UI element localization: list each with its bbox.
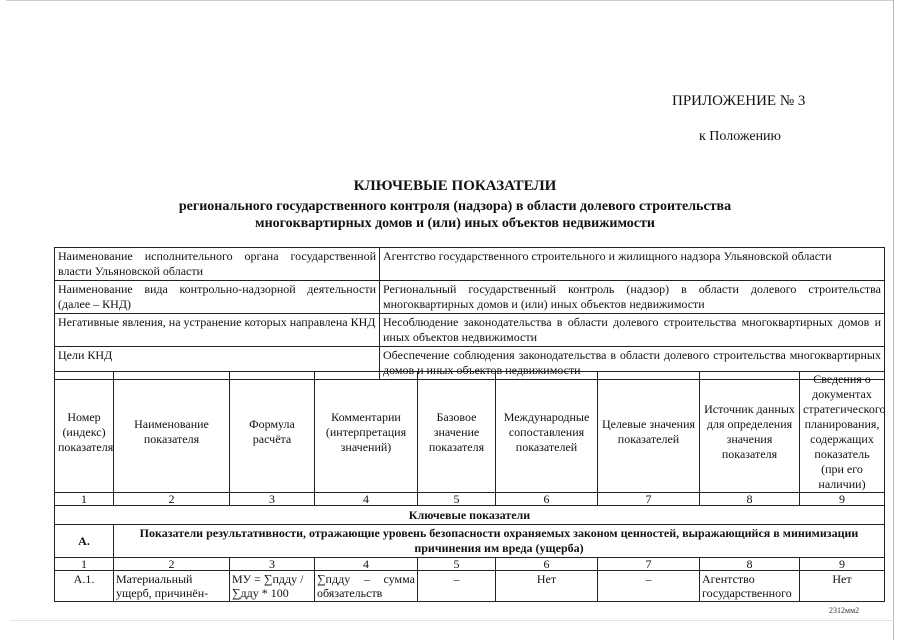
table-row [55,571,885,602]
column-number: 9 [800,493,885,506]
indicator-target: – [598,571,700,602]
info-value: Несоблюдение законодательства в области долевого строительства многоквартирных домов и иных объектов недвижимости [380,314,885,347]
column-number: 5 [418,493,496,506]
scan-edge-line [10,620,894,621]
column-number: 6 [496,558,598,571]
section-title-row [55,506,885,525]
page-top-edge [6,0,893,1]
page-right-edge [893,0,894,640]
indicator-international: Нет [496,571,598,602]
indicator-name: Материальный ущерб, причинён- [114,571,230,602]
column-number: 6 [496,493,598,506]
column-number: 8 [700,493,800,506]
column-header: Комментарии (интерпретация значений) [315,372,418,493]
column-header: Наименование показателя [114,372,230,493]
document-subtitle-line-1: регионального государственного контроля (надзора) в области долевого строительства [178,199,732,214]
column-header: Номер (индекс) показателя [55,372,114,493]
column-number-row [55,493,885,506]
column-header: Формула расчёта [230,372,315,493]
column-number: 7 [598,493,700,506]
indicator-formula: МУ = ∑пддy / ∑дду * 100 [230,571,315,602]
table-header-row [55,372,885,493]
column-number: 9 [800,558,885,571]
group-number-row [55,558,885,571]
column-header: Целевые значения показателей [598,372,700,493]
regulation-reference: к Положению [699,129,782,144]
column-number: 7 [598,558,700,571]
info-table [54,247,885,380]
column-header: Международные сопоставления показателей [496,372,598,493]
info-value: Региональный государственный контроль (надзор) в области долевого строительства многоквартирных домов и (или) иных объектов недвижимости [380,281,885,314]
column-number: 5 [418,558,496,571]
info-label: Наименование исполнительного органа государственной власти Ульяновской области [55,248,380,281]
appendix-label: ПРИЛОЖЕНИЕ № 3 [672,93,806,109]
group-title: Показатели результативности, отражающие уровень безопасности охраняемых законом ценностей, выражающийся в минимизации причинения им вреда (ущерба) [114,525,885,558]
column-number: 4 [315,558,418,571]
column-number: 4 [315,493,418,506]
info-row [55,314,885,347]
column-number: 2 [114,493,230,506]
indicator-source: Агентство государственного [700,571,800,602]
info-label: Негативные явления, на устранение которых направлена КНД [55,314,380,347]
section-title: Ключевые показатели [55,506,885,525]
info-label: Цели КНД [55,347,380,380]
document-title: КЛЮЧЕВЫЕ ПОКАЗАТЕЛИ [353,178,557,194]
column-header: Базовое значение показателя [418,372,496,493]
document-subtitle-line-2: многоквартирных домов и (или) иных объектов недвижимости [255,216,655,231]
info-value: Обеспечение соблюдения законодательства в области долевого строительства многоквартирных домов и иных объектов недвижимости [380,347,885,380]
info-row [55,281,885,314]
column-number: 2 [114,558,230,571]
column-number: 3 [230,493,315,506]
indicator-strategic-docs: Нет [800,571,885,602]
indicator-base-value: – [418,571,496,602]
column-header: Сведения о документах стратегического планирования, содержащих показатель (при его наличии) [800,372,885,493]
info-row [55,248,885,281]
column-number: 8 [700,558,800,571]
group-row [55,525,885,558]
column-number: 3 [230,558,315,571]
indicator-index: А.1. [55,571,114,602]
page-stamp: 2312мм2 [829,606,860,615]
info-label: Наименование вида контрольно-надзорной деятельности (далее – КНД) [55,281,380,314]
column-header: Источник данных для определения значения показателя [700,372,800,493]
indicators-table [54,371,885,602]
column-number: 1 [55,558,114,571]
column-number: 1 [55,493,114,506]
indicator-comment: ∑пддy – сумма обязательств [315,571,418,602]
info-value: Агентство государственного строительного и жилищного надзора Ульяновской области [380,248,885,281]
group-index: А. [55,525,114,558]
